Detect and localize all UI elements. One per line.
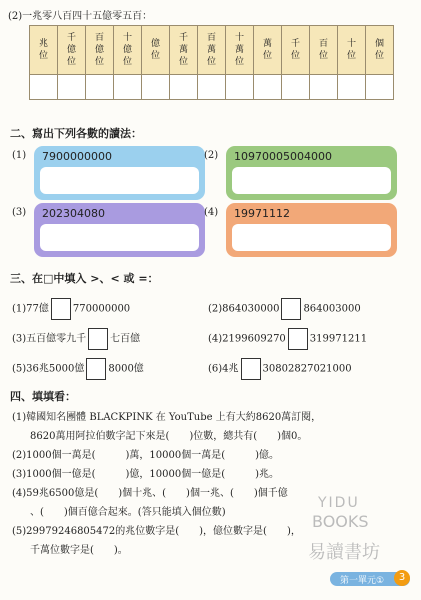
compare-left: 864030000 [222,303,280,315]
place-header [310,26,338,75]
place-header [254,26,282,75]
reading-card [34,203,205,257]
place-digit-cell[interactable] [30,75,58,100]
compare-item [12,298,130,320]
place-digit-cell[interactable] [170,75,198,100]
watermark-line3: 易讀書坊 [308,542,380,563]
place-header-label: 兆位 [38,39,48,61]
place-header-label: 十萬位 [234,33,244,67]
compare-item [208,358,352,380]
compare-left: 4兆 [222,363,239,375]
place-header-label: 百位 [318,39,328,61]
fill-line: 8620萬用阿拉伯數字記下來是( )位數，總共有( )個0。 [30,431,308,442]
compare-label: (6) [208,363,223,375]
fill-line: 千萬位數字是( )。 [30,545,128,556]
place-header-label: 億位 [150,39,160,61]
reading-card [226,203,397,257]
compare-right: 30802827021000 [262,363,352,375]
fill-line: (3)1000個一億是( )億，10000個一億是( )兆。 [12,469,280,480]
place-digit-cell[interactable] [254,75,282,100]
answer-box[interactable] [40,224,199,251]
place-header-label: 千億位 [66,33,76,67]
place-header [86,26,114,75]
place-digit-cell[interactable] [366,75,394,100]
place-header [338,26,366,75]
compare-right: 8000億 [108,363,144,375]
place-header-label: 十位 [346,39,356,61]
place-header-label: 十億位 [122,33,132,67]
reading-card [226,146,397,200]
compare-label: (1) [12,303,27,315]
place-header [142,26,170,75]
place-header-label: 千萬位 [178,33,188,67]
answer-box[interactable] [232,224,391,251]
compare-left: 36兆5000億 [26,363,85,375]
fill-line: (4)59兆6500億是( )個十兆、( )個一兆、( )個千億 [12,488,288,499]
place-header [282,26,310,75]
card-label: (1) [12,150,27,161]
place-header [114,26,142,75]
compare-label: (2) [208,303,223,315]
compare-right: 七百億 [110,333,141,345]
place-value-table [29,25,394,100]
place-digit-cell[interactable] [198,75,226,100]
compare-right: 864003000 [303,303,361,315]
place-header [170,26,198,75]
compare-right: 770000000 [72,303,131,315]
place-header-label: 萬位 [262,39,272,61]
question-2-prompt: (2)一兆零八百四十五億零五百： [8,11,153,22]
card-label: (4) [204,207,219,218]
compare-item [208,298,361,320]
place-header [198,26,226,75]
fill-line: (2)1000個一萬是( )萬，10000個一萬是( )億。 [12,450,280,461]
place-digit-cell[interactable] [310,75,338,100]
page-number: 3 [394,570,410,586]
place-digit-cell[interactable] [282,75,310,100]
fill-line: (5)29979246805472的兆位數字是( )，億位數字是( )， [12,526,301,537]
place-digit-cell[interactable] [338,75,366,100]
comparison-box[interactable] [86,358,106,380]
place-header-label: 個位 [374,39,384,61]
place-header [366,26,394,75]
card-label: (3) [12,207,27,218]
section-2-title: 二、寫出下列各數的讀法： [10,127,142,140]
card-number: 10970005004000 [234,150,332,163]
card-number: 19971112 [234,207,290,220]
compare-label: (4) [208,333,223,345]
place-header-label: 百萬位 [206,33,216,67]
compare-item [208,328,367,350]
compare-item [12,358,144,380]
compare-left: 五百億零九千 [26,333,87,345]
compare-label: (3) [12,333,27,345]
place-header [226,26,254,75]
compare-left: 77億 [26,303,49,315]
watermark-line1: YIDU [318,495,360,511]
place-header [58,26,86,75]
place-digit-cell[interactable] [114,75,142,100]
fill-line: (1)韓國知名團體 BLACKPINK 在 YouTube 上有大約8620萬訂閱， [12,412,322,423]
compare-right: 319971211 [309,333,368,345]
comparison-box[interactable] [241,358,261,380]
place-digit-cell[interactable] [142,75,170,100]
compare-left: 2199609270 [222,333,286,345]
comparison-box[interactable] [281,298,301,320]
comparison-box[interactable] [288,328,308,350]
comparison-box[interactable] [51,298,71,320]
watermark-line2: BOOKS [312,512,369,531]
card-number: 202304080 [42,207,105,220]
fill-line: 、( )個百億合起來。(答只能填入個位數) [30,507,226,518]
place-header-label: 百億位 [94,33,104,67]
footer-unit: 第一單元① [340,576,385,586]
reading-card [34,146,205,200]
place-digit-cell[interactable] [226,75,254,100]
compare-item [12,328,140,350]
place-header-label: 千位 [290,39,300,61]
place-digit-cell[interactable] [58,75,86,100]
compare-label: (5) [12,363,27,375]
place-digit-cell[interactable] [86,75,114,100]
section-3-title: 三、在□中填入 >、< 或 =： [10,272,159,285]
card-number: 7900000000 [42,150,112,163]
answer-box[interactable] [232,167,391,194]
card-label: (2) [204,150,219,161]
section-4-title: 四、填填看： [10,390,76,403]
answer-box[interactable] [40,167,199,194]
comparison-box[interactable] [88,328,108,350]
place-header [30,26,58,75]
